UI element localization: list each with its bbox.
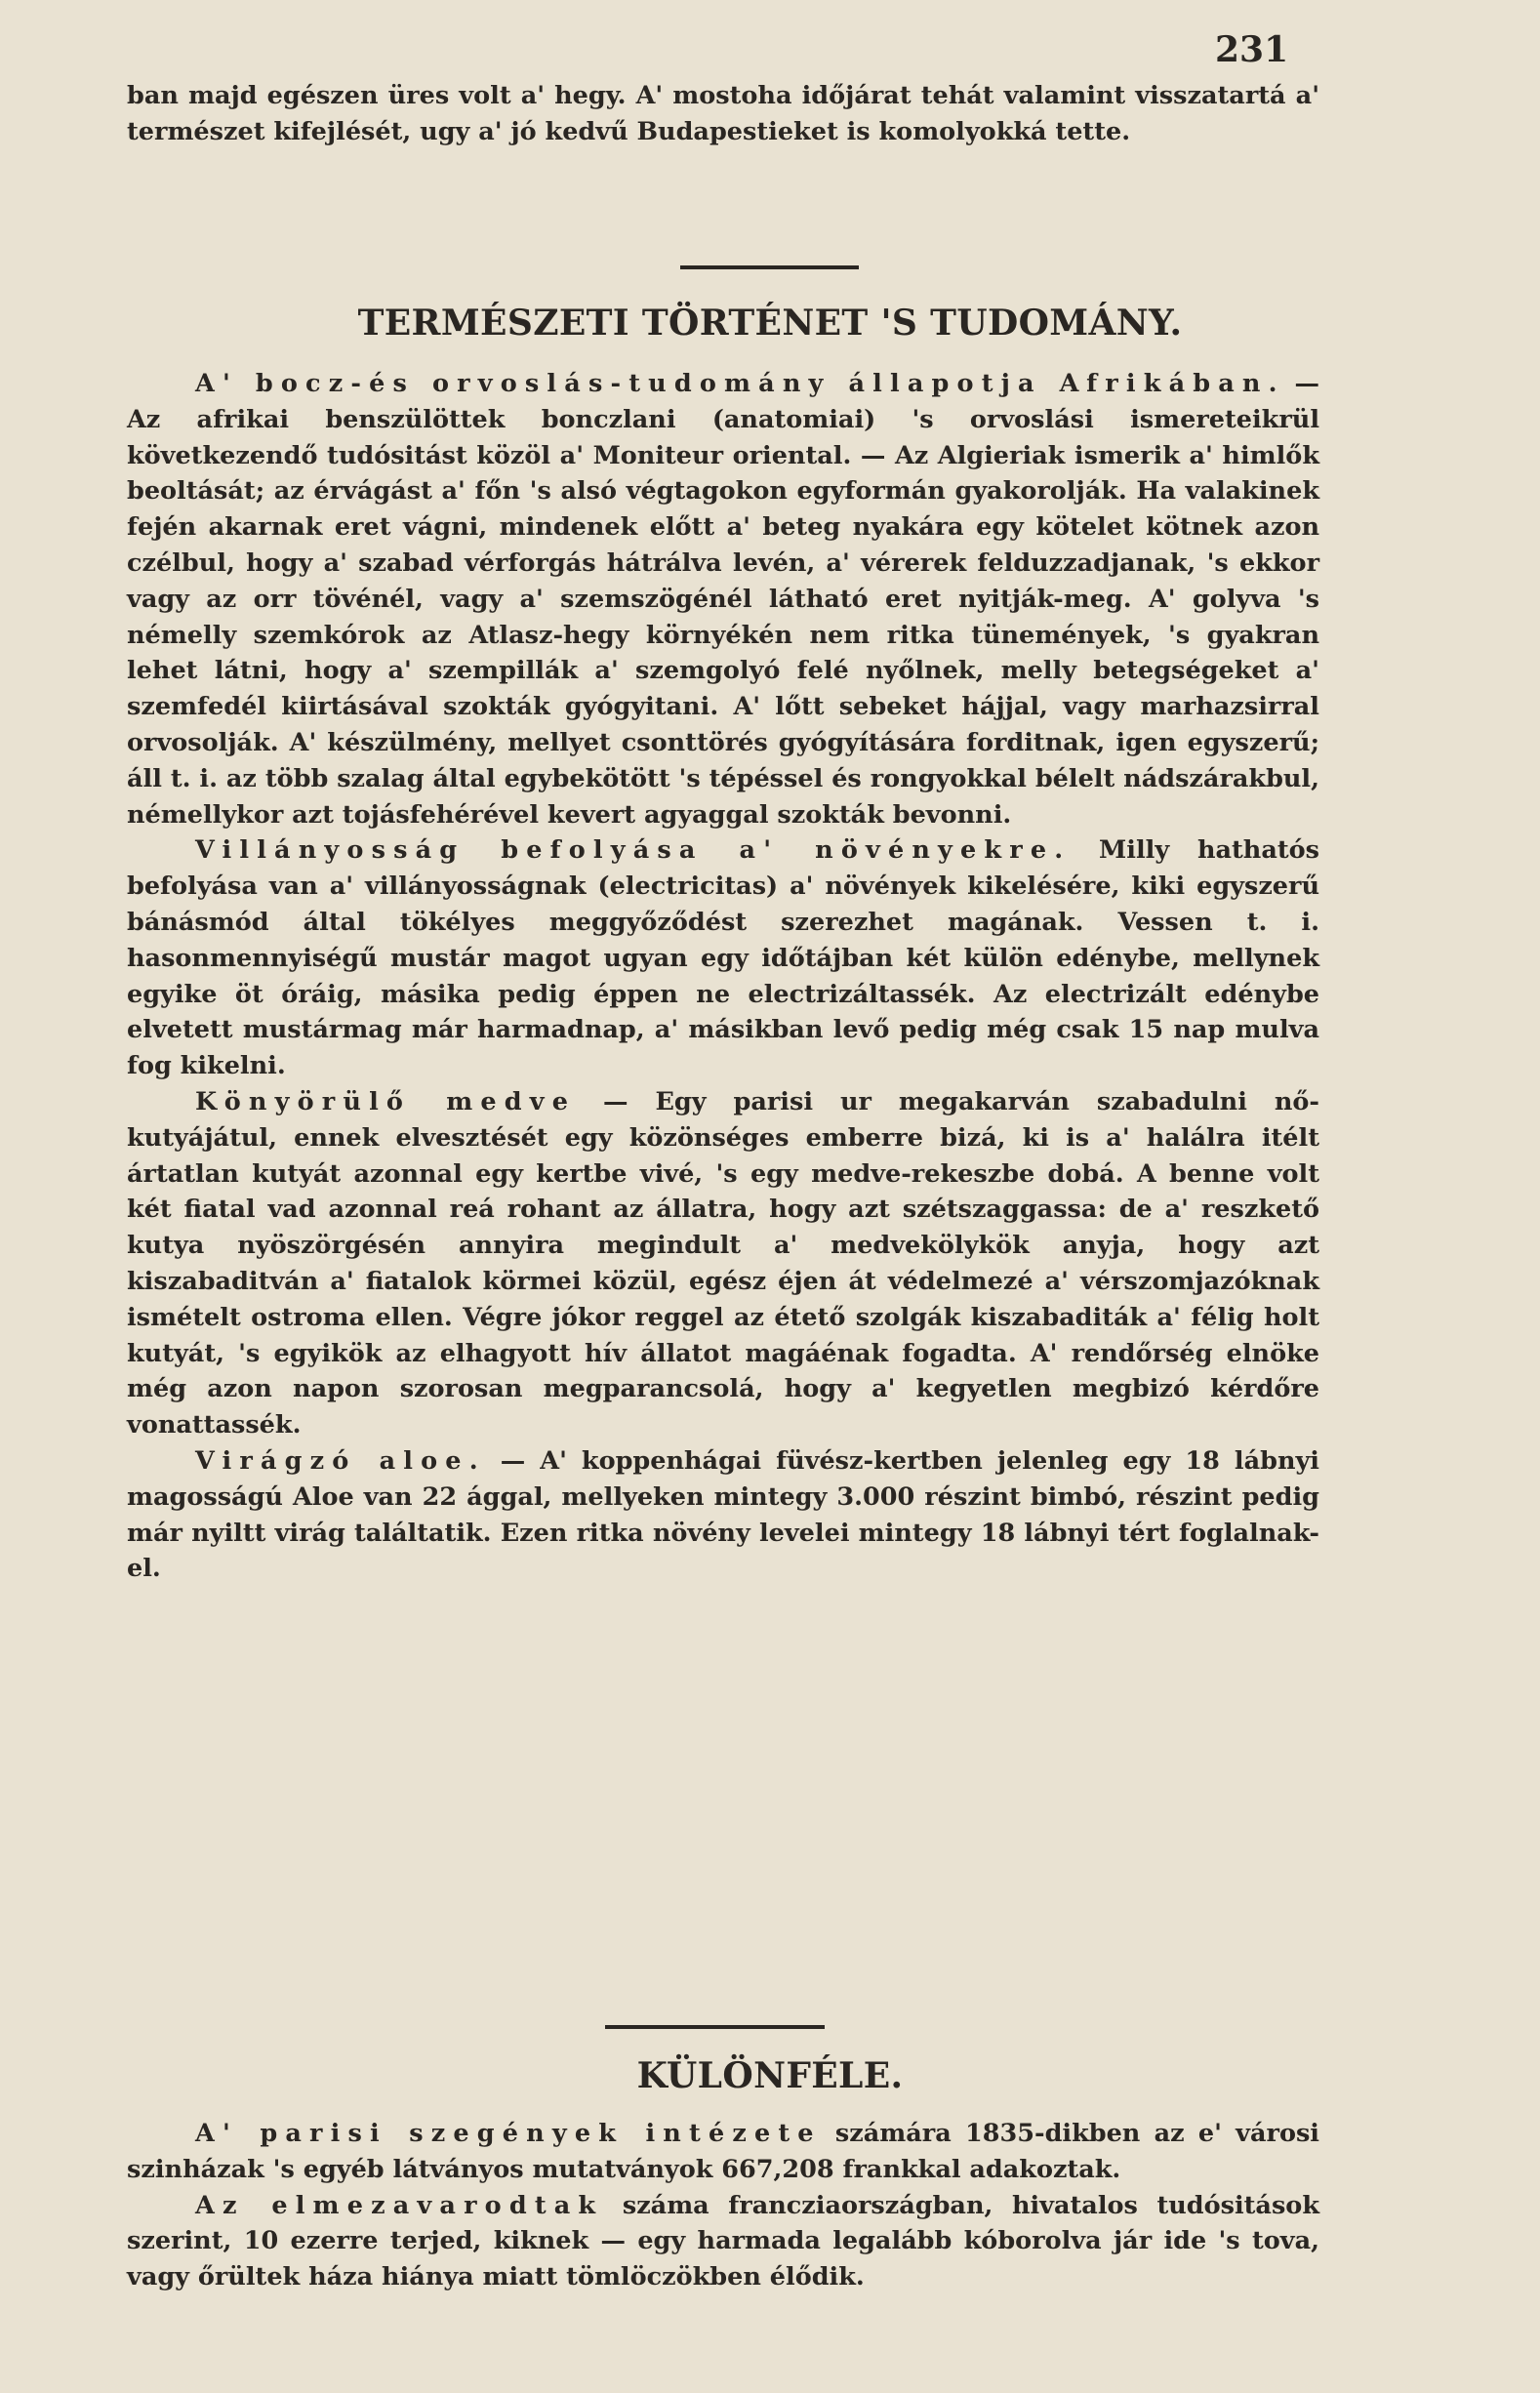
article-lead: Virágzó aloe.	[195, 1445, 486, 1476]
article-body: számára 1835-dikben az e' városi szinházak 's egyéb látványos mutatványok 667,208 frankkal adakoztak.	[127, 2119, 1319, 2184]
article-medve	[127, 1084, 1319, 1443]
section-divider	[680, 265, 859, 269]
intro-block	[127, 78, 1319, 150]
section-divider	[605, 2025, 825, 2029]
article-parisi-szegenyek	[127, 2116, 1319, 2188]
article-body: — A' koppenhágai füvész-kertben jelenleg egy 18 lábnyi magosságú Aloe van 22 ággal, mellyeken mintegy 3.000 részint bimbó, részint pedig már nyiltt virág találtatik. Ezen ritka növény levelei mintegy 18 lábnyi tért foglalnak-el.	[127, 1445, 1319, 1584]
article-lead: A' parisi szegények intézete	[195, 2119, 822, 2148]
article-elmezavarodtak	[127, 2188, 1319, 2295]
article-lead: A' bocz-és orvoslás-tudomány állapotja Afrikában.	[195, 369, 1285, 398]
article-lead: Villányosság befolyása a' növényekre.	[195, 835, 1072, 866]
section-title-natural-history: TERMÉSZETI TÖRTÉNET 'S TUDOMÁNY.	[357, 303, 1183, 344]
article-afrika	[127, 366, 1319, 832]
article-lead: Az elmezavarodtak	[195, 2190, 604, 2220]
article-body: — Az afrikai benszülöttek bonczlani (anatomiai) 's orvoslási ismereteikrül következendő tudósitást közöl a' Moniteur oriental. — Az Algieriak ismerik a' himlők beoltását; az érvágást a' főn 's alsó végtagokon egyformán gyakorolják. Ha valakinek fején akarnak eret vágni, mindenek előtt a' beteg nyakára egy kötelet kötnek azon czélbul, hogy a' szabad vérforgás hátrálva levén, a' vérerek felduzzadjanak, 's ekkor vagy az orr tövénél, vagy a' szemszögénél látható eret nyitják-meg. A' golyva 's némelly szemkórok az Atlasz-hegy környékén nem ritka tünemények, 's gyakran lehet látni, hogy a' szempillák a' szemgolyó felé nyőlnek, melly betegségeket a' szemfedél kiirtásával szokták gyógyitani. A' lőtt sebeket hájjal, vagy marhazsirral orvosolják. A' készülmény, mellyet csonttörés gyógyítására forditnak, igen egyszerű; áll t. i. az több szalag által egybekötött 's tépéssel és rongyokkal bélelt nádszárakbul, némellykor azt tojásfehérével kevert agyaggal szokták bevonni.	[127, 369, 1319, 830]
page-number: 231	[1215, 29, 1289, 70]
article-lead: Könyörülő medve	[195, 1086, 577, 1116]
article-body: száma francziaországban, hivatalos tudósitások szerint, 10 ezerre terjed, kiknek — egy harmada legalább kóborolva jár ide 's tova, vagy őrültek háza hiánya miatt tömlöczökben élődik.	[127, 2190, 1319, 2292]
article-villanyossag	[127, 832, 1319, 1084]
section-natural-history	[127, 366, 1319, 1587]
article-aloe	[127, 1443, 1319, 1587]
intro-paragraph: ban majd egészen üres volt a' hegy. A' mostoha időjárat tehát valamint visszatartá a' természet kifejlését, ugy a' jó kedvű Budapestieket is komolyokká tette.	[127, 81, 1319, 146]
section-miscellaneous	[127, 2116, 1319, 2295]
section-title-miscellaneous: KÜLÖNFÉLE.	[636, 2055, 904, 2096]
article-body: — Egy parisi ur megakarván szabadulni nő-kutyájátul, ennek elvesztését egy közönséges emberre bizá, ki is a' halálra itélt ártatlan kutyát azonnal egy kertbe vivé, 's egy medve-rekeszbe dobá. A benne volt két fiatal vad azonnal reá rohant az állatra, hogy azt szétszaggassa: de a' reszkető kutya nyöszörgésén annyira megindult a' medvekölykök anyja, hogy azt kiszabaditván a' fiatalok körmei közül, egész éjen át védelmezé a' vérszomjazóknak ismételt ostroma ellen. Végre jókor reggel az étető szolgák kiszabaditák a' félig holt kutyát, 's egyikök az elhagyott hív állatot magáénak fogadta. A' rendőrség elnöke még azon napon szorosan megparancsolá, hogy a' kegyetlen megbizó kérdőre vonattassék.	[127, 1086, 1319, 1440]
article-body: Milly hathatós befolyása van a' villányosságnak (electricitas) a' növények kikelésére, kiki egyszerű bánásmód által tökélyes meggyőződést szerezhet magának. Vessen t. i. hasonmennyiségű mustár magot ugyan egy időtájban két külön edénybe, mellynek egyike öt óráig, másika pedig éppen ne electrizáltassék. Az electrizált edénybe elvetett mustármag már harmadnap, a' másikban levő pedig még csak 15 nap mulva fog kikelni.	[127, 835, 1319, 1081]
